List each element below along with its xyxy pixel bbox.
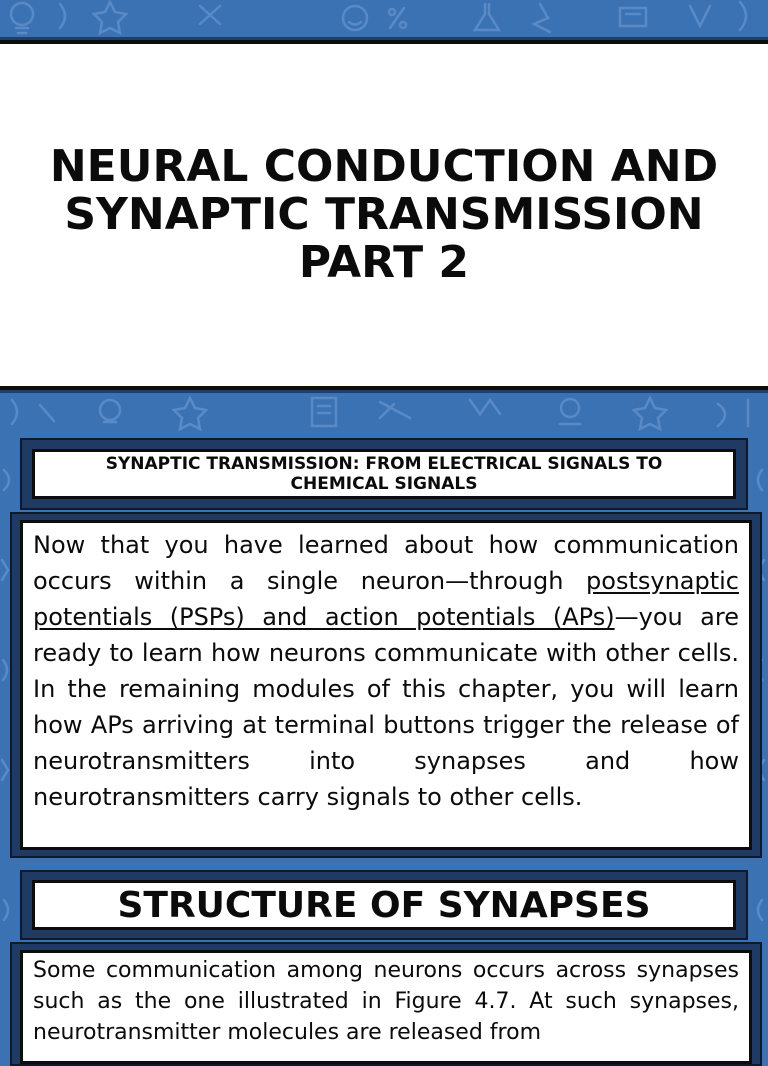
structure-paragraph: Some communication among neurons occurs across synapses such as the one illustrated in Figure 4.7. At such synapses, neurotransmitter molecules are released from [33, 958, 739, 1045]
section-heading-frame [20, 438, 748, 510]
section-heading-synaptic-transmission [106, 454, 663, 494]
structure-text-frame [10, 942, 762, 1066]
title-line-1: NEURAL CONDUCTION AND [49, 141, 719, 192]
flask-doodle-icon [475, 4, 499, 30]
psp-ap-link[interactable]: postsynaptic potentials (PSPs) and action potentials (APs) [33, 567, 739, 631]
section-heading-structure-of-synapses: STRUCTURE OF SYNAPSES [117, 884, 651, 926]
section-heading-line-2: CHEMICAL SIGNALS [290, 474, 478, 494]
structure-heading-frame [20, 870, 748, 940]
title-panel [0, 40, 768, 390]
star-doodle-icon [94, 2, 126, 33]
intro-paragraph [33, 527, 739, 815]
title-line-3: PART 2 [298, 237, 470, 288]
page-title [50, 143, 718, 287]
structure-heading-box [32, 880, 736, 930]
face-doodle-icon [343, 6, 367, 30]
body-text-frame [10, 512, 762, 858]
document-doodle-icon [312, 398, 336, 426]
section-heading-box [32, 449, 736, 499]
percent-doodle-icon [389, 8, 406, 28]
paragraph-text-end: —you are ready to learn how neurons communicate with other cells. In the remaining modules of this chapter, you will learn how APs arriving at terminal buttons trigger the release of neurotransmitters into synapses and how neurotransmitters carry signals to other cells. [33, 603, 739, 811]
title-line-2: SYNAPTIC TRANSMISSION [64, 189, 704, 240]
paragraph-text-start: Now that you have learned about how communication occurs within a single neuron—through [33, 531, 739, 595]
body-text-box [20, 520, 752, 850]
lightbulb-doodle-icon [11, 3, 33, 33]
section-heading-line-1: SYNAPTIC TRANSMISSION: FROM ELECTRICAL SIGNALS TO [105, 454, 663, 474]
structure-text-box [20, 950, 752, 1064]
